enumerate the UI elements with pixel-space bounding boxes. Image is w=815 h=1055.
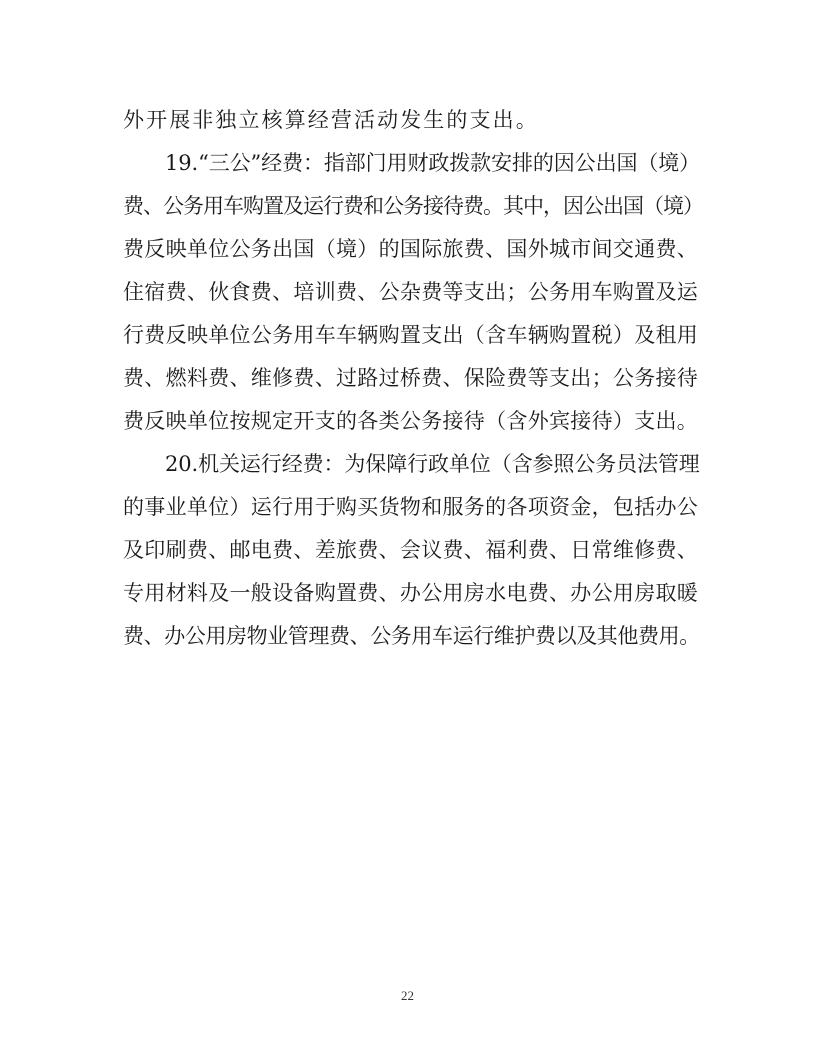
paragraph-19-line-1: 19.“三公”经费：指部门用财政拨款安排的因公出国（境）: [165, 151, 701, 175]
paragraph-18-line-end: 外开展非独立核算经营活动发生的支出。: [123, 108, 539, 132]
paragraph-19-line-6: 费、燃料费、维修费、过路过桥费、保险费等支出；公务接待: [123, 366, 699, 390]
paragraph-20-line-1: 20.机关运行经费：为保障行政单位（含参照公务员法管理: [165, 452, 700, 476]
paragraph-19-line-5: 行费反映单位公务用车车辆购置支出（含车辆购置税）及租用: [123, 323, 699, 347]
paragraph-20-line-3: 及印刷费、邮电费、差旅费、会议费、福利费、日常维修费、: [123, 538, 699, 562]
paragraph-20-line-5: 费、办公用房物业管理费、公务用车运行维护费以及其他费用。: [123, 624, 700, 648]
paragraph-20-line-2: 的事业单位）运行用于购买货物和服务的各项资金，包括办公: [123, 495, 699, 519]
paragraph-20-line-4: 专用材料及一般设备购置费、办公用房水电费、办公用房取暖: [123, 581, 699, 605]
paragraph-19-line-3: 费反映单位公务出国（境）的国际旅费、国外城市间交通费、: [123, 237, 699, 261]
paragraph-19-line-7: 费反映单位按规定开支的各类公务接待（含外宾接待）支出。: [123, 409, 699, 433]
page-number: 22: [401, 988, 414, 1003]
paragraph-19-line-2: 费、公务用车购置及运行费和公务接待费。其中，因公出国（境）: [123, 194, 703, 218]
paragraph-19-line-4: 住宿费、伙食费、培训费、公杂费等支出；公务用车购置及运: [123, 280, 699, 304]
